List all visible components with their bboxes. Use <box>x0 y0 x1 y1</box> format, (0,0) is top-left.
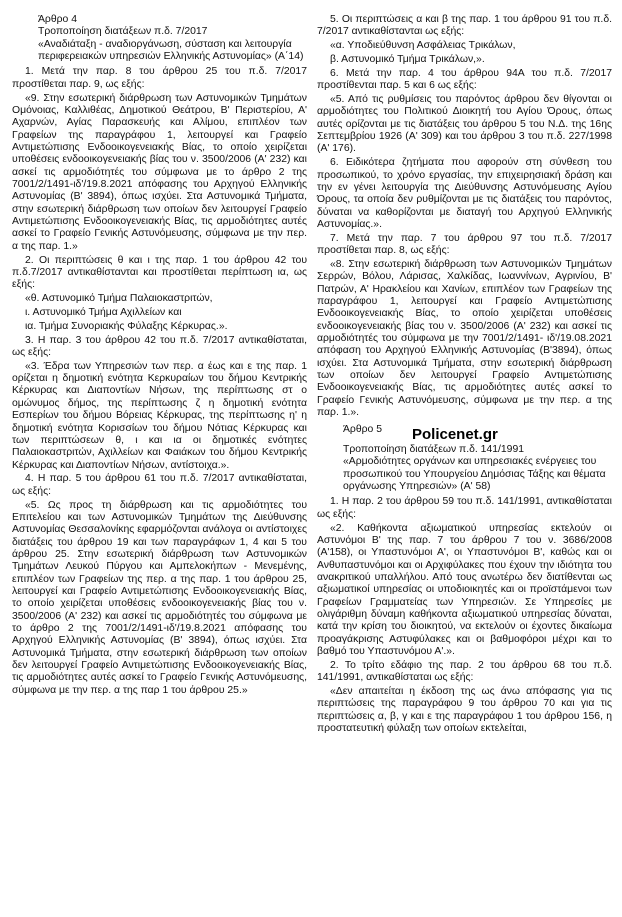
article-5-heading-row <box>317 424 612 444</box>
right-column <box>317 14 612 737</box>
article-4-heading <box>12 14 307 63</box>
article-number: Άρθρο 4 <box>38 14 77 25</box>
paragraph: «3. Έδρα των Υπηρεσιών των περ. α έως και ε της παρ. 1 ορίζεται η δημοτική ενότητα Κερκυραίων του δήμου Κεντρικής Κέρκυρας και Διαποντίων Νήσων, της περίπτωσης στ ο ομώνυμος δήμος, της περίπτωσης ζ η δημοτική ενότητα Εσπερίων του δήμου Βόρειας Κέρκυρας, της περίπτωσης η' η δημοτική ενότητα Κορισσίων του δήμου Νότιας Κέρκυρας και των περιπτώσεων θ, ι και ια οι δημοτικές ενότητες Παλαιοκαστριτών, Αχιλλείων και Φαιάκων του δήμου Κεντρικής Κέρκυρας και Διαποντίων Νήσων, αντίστοιχα.». <box>12 360 307 471</box>
paragraph: ια. Τμήμα Συνοριακής Φύλαξης Κέρκυρας.». <box>25 320 228 332</box>
article-number: Άρθρο 5 <box>343 424 382 435</box>
paragraph: «2. Καθήκοντα αξιωματικού υπηρεσίας εκτελούν οι Αστυνόμοι Β' της παρ. 7 του άρθρου 7 του ν. 3686/2008 (Α'158), οι Υπαστυνόμοι Α', οι Υπαστυνόμοι Β', καθώς και οι Ανθυπαστυνόμοι και οι Αρχιφύλακες που έχουν την ιδιότητα του ανακριτικού υπαλλήλου. Από τους ανωτέρω δεν διατίθενται ως αξιωματικοί υπηρεσίας οι υποδιοικητές και οι προϊστάμενοι των Γραφείων Γραμματείας των Υπηρεσιών. Σε Υπηρεσίες με ολιγάριθμη δύναμη καθήκοντα αξιωματικού υπηρεσίας δύναται, κατά την κρίση του διοικητού, να εκτελούν οι έχοντες δικαίωμα προαγάκρισης Αστυφύλακες και οι βαθμοφόροι μέχρι και το βαθμό του Υπαστυνόμου Α'.». <box>317 522 612 657</box>
article-5-heading-rest <box>317 444 612 493</box>
article-title: Τροποποίηση διατάξεων π.δ. 141/1991 <box>343 444 525 455</box>
article-title: Τροποποίηση διατάξεων π.δ. 7/2017 <box>38 26 208 38</box>
paragraph: 4. Η παρ. 5 του άρθρου 61 του π.δ. 7/2017 αντικαθίσταται, ως εξής: <box>12 473 307 497</box>
paragraph: 6. Μετά την παρ. 4 του άρθρου 94Α του π.δ. 7/2017 προστίθενται παρ. 5 και 6 ως εξής: <box>317 67 612 92</box>
left-column <box>12 14 307 699</box>
article-subtitle: «Αρμοδιότητες οργάνων και υπηρεσιακές ενέργειες του προσωπικού του Υπουργείου Δημόσιας Τάξης και θέματα οργάνωσης Υπηρεσιών» (Α' 58) <box>343 456 606 493</box>
paragraph: 1. Η παρ. 2 του άρθρου 59 του π.δ. 141/1991, αντικαθίσταται ως εξής: <box>317 496 612 520</box>
left-paragraphs <box>12 66 307 697</box>
paragraph: 2. Το τρίτο εδάφιο της παρ. 2 του άρθρου 68 του π.δ. 141/1991, αντικαθίσταται ως εξής: <box>317 659 612 684</box>
paragraph: 1. Μετά την παρ. 8 του άρθρου 25 του π.δ. 7/2017 προστίθεται παρ. 9, ως εξής: <box>12 66 307 90</box>
paragraph: β. Αστυνομικό Τμήμα Τρικάλων,». <box>330 54 485 66</box>
paragraph: «θ. Αστυνομικό Τμήμα Παλαιοκαστριτών, <box>25 293 213 305</box>
paragraph: 7. Μετά την παρ. 7 του άρθρου 97 του π.δ. 7/2017 προστίθεται παρ. 8, ως εξής: <box>317 232 612 257</box>
paragraph: 3. Η παρ. 3 του άρθρου 42 του π.δ. 7/2017 αντικαθίσταται, ως εξής: <box>12 334 307 358</box>
paragraph: 5. Οι περιπτώσεις α και β της παρ. 1 του άρθρου 91 του π.δ. 7/2017 αντικαθίστανται ως εξής: <box>317 14 612 38</box>
paragraph: «α. Υποδιεύθυνση Ασφάλειας Τρικάλων, <box>330 40 516 52</box>
article-subtitle: «Αναδιάταξη - αναδιοργάνωση, σύσταση και λειτουργία περιφερειακών υπηρεσιών Ελληνικής Αστυνομίας» (Α΄14) <box>38 38 304 63</box>
article-5-heading <box>317 424 382 436</box>
watermark: Policenet.gr <box>411 426 498 443</box>
paragraph: «9. Στην εσωτερική διάρθρωση των Αστυνομικών Τμημάτων Ομόνοιας, Καλλιθέας, Δημοτικού Θεάτρου, Β' Περιστερίου, Α' Αχαρνών, Αγίας Παρασκευής και Αλίμου, επιπλέον των Γραφείων της παραγράφου 1, λειτουργεί και Γραφείο Αντιμετώπισης Ενδοοικογενειακής Βίας, το οποίο χειρίζεται υποθέσεις ενδοοικογενειακής βίας του ν. 3500/2006 (Α' 232) και ασκεί τις αρμοδιότητές του σύμφωνα με το άρθρο 2 της 7001/2/1491-ιδ'/19.8.2021 απόφασης του Αρχηγού Ελληνικής Αστυνομίας (Β' 3894), όπως ισχύει. Στα Αστυνομικά Τμήματα, στην εσωτερική διάρθρωση των οποίων δεν λειτουργεί Γραφείο Αντιμετώπισης Ενδοοικογενειακής Βίας, τις αρμοδιότητες αυτές ασκεί το Γραφείο Γενικής Αστυνόμευσης, σύμφωνα με την περ. α της παρ. 1.» <box>12 92 307 252</box>
paragraph: ι. Αστυνομικό Τμήμα Αχιλλείων και <box>25 306 182 318</box>
right-paragraphs-top <box>317 14 612 420</box>
paragraph: «5. Από τις ρυθμίσεις του παρόντος άρθρου δεν θίγονται οι αρμοδιότητες του Πολιτικού Διοικητή του Αγίου Όρους, όπως αυτές ορίζονται με τις διατάξεις του άρθρου 5 του Ν.Δ. της 16ης Σεπτεμβρίου 1926 (Α' 309) και του άρθρου 3 του π.δ. 227/1998 (Α' 176). <box>317 94 612 155</box>
paragraph: «5. Ως προς τη διάρθρωση και τις αρμοδιότητες του Επιτελείου και των Αστυνομικών Τμημάτων της Διεύθυνσης Αστυνομίας Θεσσαλονίκης εφαρμόζονται ανάλογα οι αντίστοιχες διατάξεις του άρθρου 19 και των παραγράφων 1, 4 και 5 του άρθρου 25. Στην εσωτερική διάρθρωση των Αστυνομικών Τμημάτων Λευκού Πύργου και Αμπελοκήπων - Μενεμένης, επιπλέον των Γραφείων της περ. α της παρ. 1 του άρθρου 25, λειτουργεί και Γραφείο Αντιμετώπισης Ενδοοικογενειακής Βίας, το οποίο χειρίζεται υποθέσεις ενδοοικογενειακής βίας του ν. 3500/2006 (Α' 232) και ασκεί τις αρμοδιότητές του σύμφωνα με το άρθρο 2 της 7001/2/1491-ιδ'/19.8.2021 απόφασης του Αρχηγού Ελληνικής Αστυνομίας (Β' 3894), όπως ισχύει. Στα Αστυνομικά Τμήματα, στην εσωτερική διάρθρωση των οποίων δεν λειτουργεί Γραφείο Αντιμετώπισης Ενδοοικογενειακής Βίας, τις αρμοδιότητες αυτές ασκεί το Γραφείο Γενικής Αστυνόμευσης, σύμφωνα με την περ. α της παρ 1 του άρθρου 25.» <box>12 499 307 696</box>
right-paragraphs-bottom <box>317 496 612 735</box>
paragraph: «Δεν απαιτείται η έκδοση της ως άνω απόφασης για τις περιπτώσεις της παραγράφου 9 του άρθρου 70 και για τις περιπτώσεις α, β, γ και ε της παραγράφου 1 του άρθρου 156, η προστατευτική φύλαξη των οποίων εκτελείται, <box>317 686 612 735</box>
paragraph: «8. Στην εσωτερική διάρθρωση των Αστυνομικών Τμημάτων Σερρών, Βόλου, Λάρισας, Χαλκίδας, Ιωαννίνων, Αγρινίου, Β' Πατρών, Α' Ηρακλείου και Χανίων, επιπλέον των Γραφείων της παραγράφου 1, λειτουργεί και Γραφείο Αντιμετώπισης Ενδοοικογενειακής Βίας, το οποίο χειρίζεται υποθέσεις ενδοοικογενειακής βίας του ν. 3500/2006 (Α' 232) και ασκεί τις αρμοδιότητές του σύμφωνα με την 7001/2/1491- ιδ'/19.08.2021 απόφαση του Αρχηγού Ελληνικής Αστυνομίας (Β'3894), όπως ισχύει. Στα Αστυνομικά Τμήματα, στην εσωτερική διάρθρωση των οποίων δεν λειτουργεί Γραφείο Αντιμετώπισης Ενδοοικογενειακής Βίας, τις αρμοδιότητες αυτές ασκεί το Γραφείο Γενικής Αστυνόμευσης, σύμφωνα με την περ. α της παρ. 1.». <box>317 259 612 419</box>
paragraph: 6. Ειδικότερα ζητήματα που αφορούν στη σύνθεση του προσωπικού, το χρόνο εργασίας, την επιχειρησιακή δράση και την εν γένει λειτουργία της Διεύθυνσης Αστυνόμευσης Αγίου Όρους, τα οποία δεν ρυθμίζονται με τις διατάξεις του παρόντος, δύναται να καθορίζονται με διαταγή του Αρχηγού Ελληνικής Αστυνομίας.». <box>317 157 612 230</box>
paragraph: 2. Οι περιπτώσεις θ και ι της παρ. 1 του άρθρου 42 του π.δ.7/2017 αντικαθίστανται και προστίθεται περίπτωση ια, ως εξής: <box>12 254 307 291</box>
